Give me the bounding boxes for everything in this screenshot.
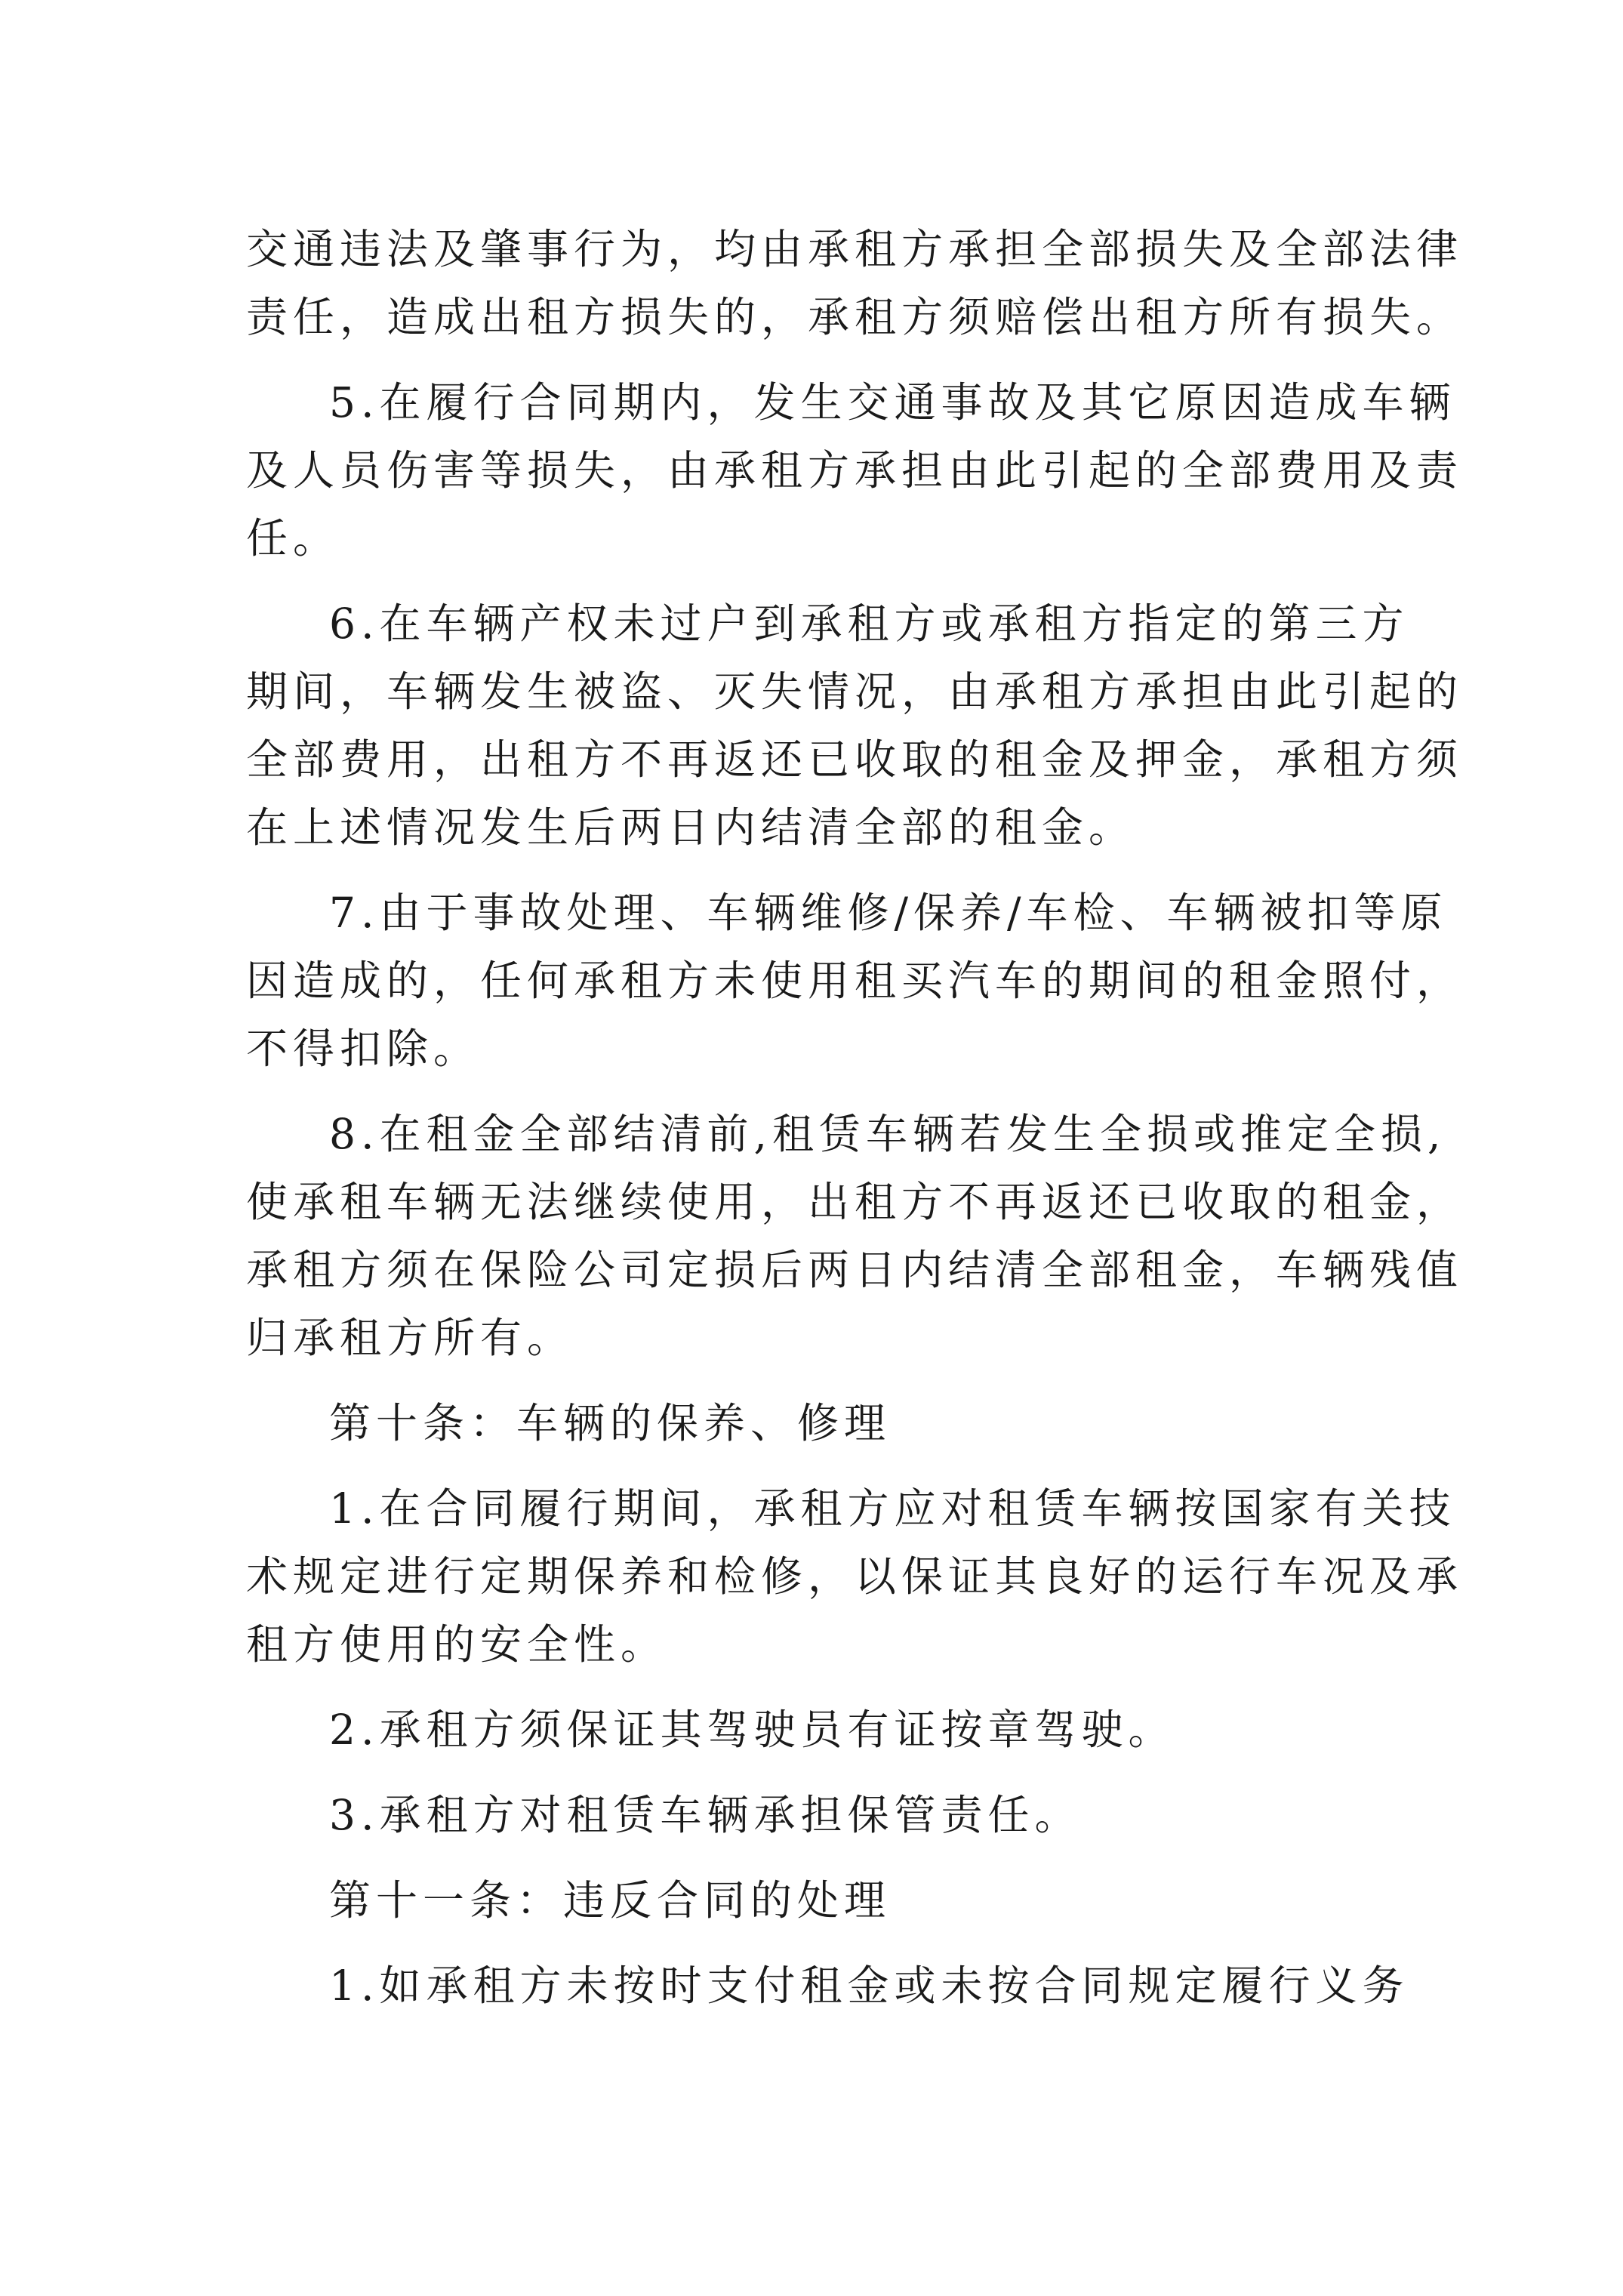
paragraph-article-10-item-1 bbox=[246, 1475, 1464, 1678]
text-line: 3.承租方对租赁车辆承担保管责任。 bbox=[329, 1791, 1082, 1839]
text-line: 7.由于事故处理、车辆维修/保养/车检、车辆被扣等原 bbox=[329, 889, 1448, 937]
text-line: 1.在合同履行期间，承租方应对租赁车辆按国家有关技 bbox=[329, 1484, 1456, 1533]
text-line: 2.承租方须保证其驾驶员有证按章驾驶。 bbox=[329, 1706, 1175, 1754]
text-line: 交通违法及肇事行为，均由承租方承担全部损失及全部法律 bbox=[246, 225, 1464, 273]
text-line: 1.如承租方未按时支付租金或未按合同规定履行义务 bbox=[329, 1962, 1409, 2010]
text-line: 5.在履行合同期内，发生交通事故及其它原因造成车辆 bbox=[329, 378, 1456, 427]
text-line: 及人员伤害等损失，由承租方承担由此引起的全部费用及责 bbox=[246, 446, 1464, 495]
text-line: 在上述情况发生后两日内结清全部的租金。 bbox=[246, 803, 1136, 852]
text-line: 术规定进行定期保养和检修，以保证其良好的运行车况及承 bbox=[246, 1552, 1464, 1601]
text-line: 第十条：车辆的保养、修理 bbox=[329, 1399, 892, 1447]
paragraph-article-10-item-3 bbox=[246, 1781, 1378, 1849]
text-line: 6.在车辆产权未过户到承租方或承租方指定的第三方 bbox=[329, 599, 1409, 648]
paragraph-item-6 bbox=[246, 590, 1464, 861]
text-line: 责任，造成出租方损失的，承租方须赔偿出租方所有损失。 bbox=[246, 293, 1464, 341]
paragraph-article-11-item-1 bbox=[246, 1952, 1409, 2020]
text-line: 使承租车辆无法继续使用，出租方不再返还已收取的租金， bbox=[246, 1178, 1464, 1226]
article-10-heading bbox=[246, 1389, 1378, 1457]
paragraph-article-10-item-2 bbox=[246, 1696, 1378, 1764]
text-line: 租方使用的安全性。 bbox=[246, 1620, 668, 1669]
text-line: 期间，车辆发生被盗、灭失情况，由承租方承担由此引起的 bbox=[246, 667, 1464, 716]
text-line: 归承租方所有。 bbox=[246, 1314, 574, 1362]
article-11-heading bbox=[246, 1866, 1378, 1934]
text-line: 不得扣除。 bbox=[246, 1025, 481, 1073]
paragraph-item-5 bbox=[246, 368, 1464, 572]
text-line: 全部费用，出租方不再返还已收取的租金及押金，承租方须 bbox=[246, 735, 1464, 784]
paragraph-item-7 bbox=[246, 879, 1464, 1083]
text-line: 第十一条：违反合同的处理 bbox=[329, 1876, 892, 1925]
text-line: 承租方须在保险公司定损后两日内结清全部租金，车辆残值 bbox=[246, 1246, 1464, 1294]
paragraph-item-8 bbox=[246, 1100, 1464, 1372]
text-line: 因造成的，任何承租方未使用租买汽车的期间的租金照付， bbox=[246, 957, 1464, 1005]
text-line: 任。 bbox=[246, 514, 340, 562]
paragraph-continuation bbox=[246, 215, 1464, 351]
document-body bbox=[246, 215, 1464, 2020]
text-line: 8.在租金全部结清前,租赁车辆若发生全损或推定全损, bbox=[329, 1110, 1446, 1158]
